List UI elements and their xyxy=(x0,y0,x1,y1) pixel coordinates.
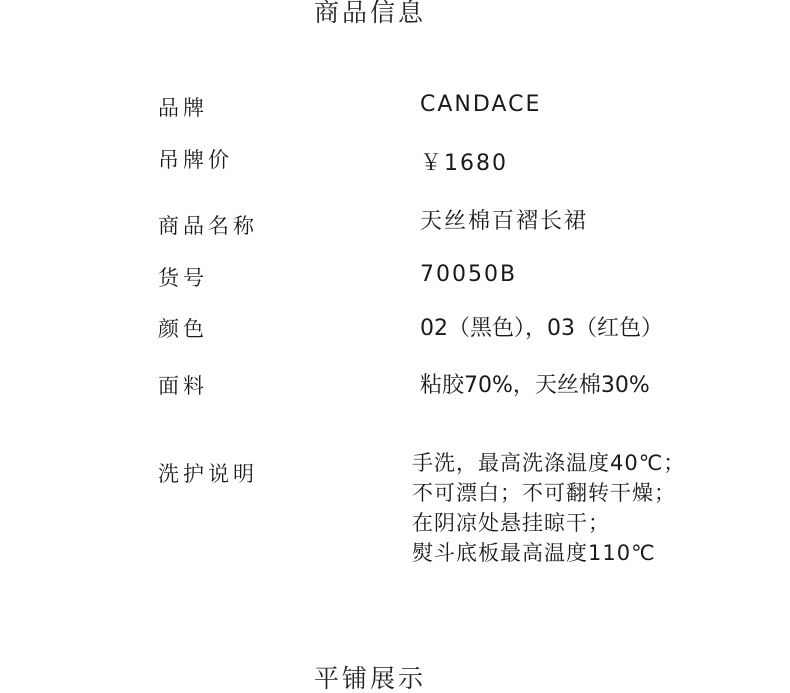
tag-price-value: ￥1680 xyxy=(420,151,508,176)
fabric-value: 粘胶70%，天丝棉30% xyxy=(420,373,650,398)
section-title-flat-display: 平铺展示 xyxy=(313,664,426,693)
section-title-product-info: 商品信息 xyxy=(313,0,426,27)
care-line: 不可漂白；不可翻转干燥； xyxy=(412,481,676,505)
tag-price-label: 吊牌价 xyxy=(158,148,233,172)
item-no-label: 货号 xyxy=(158,266,208,290)
brand-label: 品牌 xyxy=(158,96,208,120)
care-line: 手洗，最高洗涤温度40℃； xyxy=(412,451,686,475)
color-value: 02（黑色），03（红色） xyxy=(420,316,663,341)
care-instructions xyxy=(412,448,685,568)
care-label: 洗护说明 xyxy=(158,462,258,486)
product-name-label: 商品名称 xyxy=(158,214,258,238)
color-label: 颜色 xyxy=(158,317,208,341)
brand-value: CANDACE xyxy=(420,92,542,117)
care-line: 在阴凉处悬挂晾干； xyxy=(412,511,610,535)
fabric-label: 面料 xyxy=(158,374,208,398)
item-no-value: 70050B xyxy=(420,262,518,287)
product-name-value: 天丝棉百褶长裙 xyxy=(420,209,589,234)
care-line: 熨斗底板最高温度110℃ xyxy=(412,541,656,565)
